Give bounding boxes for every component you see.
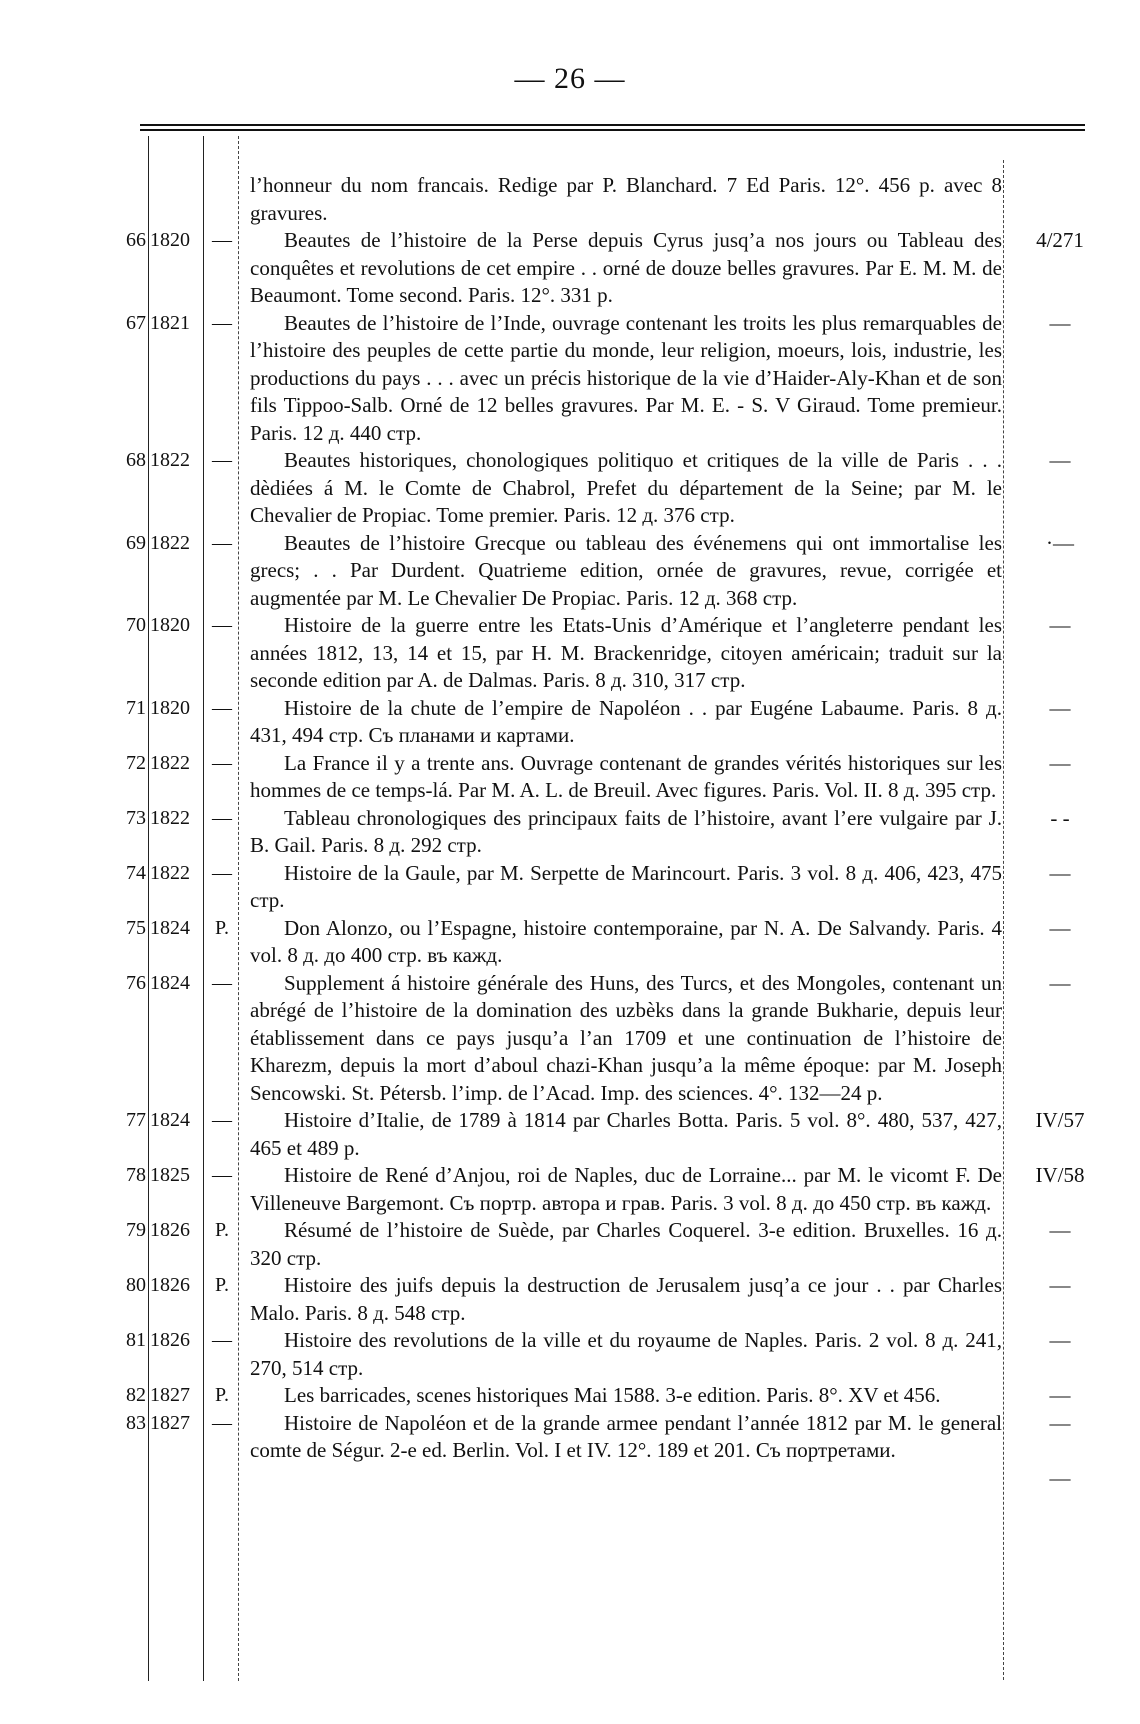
entry-description: Beautes de l’histoire de la Perse depuis Cyrus jusq’a nos jours ou Tableau des conquêtes et revolutions de cet empire . . orné de douze belles gravures. Par E. M. M. de Beaumont. Tome second. Paris. 12°. 331 p. bbox=[250, 228, 1002, 307]
entry-number: 70 bbox=[126, 614, 146, 636]
entry-number: 69 bbox=[126, 531, 146, 554]
entry-number: 68 bbox=[126, 449, 146, 471]
entry-mark: — bbox=[212, 229, 232, 251]
entry-description: Don Alonzo, ou l’Espagne, histoire contemporaine, par N. A. De Salvandy. Paris. 4 vol. 8 д. до 400 стр. въ кажд. bbox=[250, 915, 1002, 967]
entry-note: — bbox=[1049, 695, 1071, 720]
entry-description: La France il y a trente ans. Ouvrage contenant de grandes vérités historiques sur les hommes de ce temps-lá. Par M. A. L. de Breuil. Avec figures. Paris. Vol. II. 8 д. 395 стр. bbox=[250, 750, 1002, 802]
entry-description: Histoire de la Gaule, par M. Serpette de Marincourt. Paris. 3 vol. 8 д. 406, 423, 475 стр. bbox=[250, 860, 1002, 912]
entry-year: 1822 bbox=[150, 861, 190, 884]
entry-mark: P. bbox=[215, 1274, 229, 1296]
entry-description: Histoire de la guerre entre les Etats-Unis d’Amérique et l’angleterre pendant les années 1812, 13, 14 et 15, par H. M. Brackenridge, citoyen américain; traduit sur la seconde edition par A. de Dalmas. Paris. 8 д. 310, 317 стр. bbox=[250, 613, 1002, 692]
entry-number: 73 bbox=[126, 806, 146, 829]
entry-year: 1826 bbox=[150, 1219, 190, 1241]
entry-year: 1824 bbox=[150, 916, 190, 939]
entry-description: Beautes historiques, chonologiques politiquo et critiques de la ville de Paris . . . dèdiées á M. le Comte de Chabrol, Prefet du département de la Seine; par M. le Chevalier de Propiac. Tome premier. Paris. 12 д. 376 стр. bbox=[250, 448, 1002, 527]
entry-note: — bbox=[1049, 915, 1071, 940]
entry-year: 1820 bbox=[150, 229, 190, 251]
entry-description: Histoire de la chute de l’empire de Napoléon . . par Eugéne Labaume. Paris. 8 д. 431, 494 стр. Съ планами и картами. bbox=[250, 695, 1002, 747]
entry-mark: — bbox=[212, 1164, 232, 1186]
entry-note: - - bbox=[1050, 805, 1070, 830]
entry-note: 4/271 bbox=[1036, 228, 1084, 252]
entry-year: 1827 bbox=[150, 1411, 190, 1434]
entry-note: — bbox=[1049, 1273, 1071, 1297]
entry-description: Supplement á histoire générale des Huns, des Turcs, et des Mongoles, contenant un abrégé de l’histoire de la domination des uzbèks dans la grande Bukharie, depuis leur établissement dans ce pays jusqu’a l’an 1709 et une continuation de l’histoire de Kharezm, depuis la mort d’aboul chazi-Khan jusqu’a la même époque: par M. Joseph Sencowski. St. Pétersb. l’imp. de l’Acad. Imp. des sciences. 4°. 132—24 p. bbox=[250, 970, 1002, 1105]
entry-mark: — bbox=[212, 971, 232, 994]
entry-mark: — bbox=[212, 614, 232, 636]
entry-note: — bbox=[1049, 750, 1071, 775]
entry-note: — bbox=[1049, 613, 1071, 637]
entry-description: Histoire d’Italie, de 1789 à 1814 par Charles Botta. Paris. 5 vol. 8°. 480, 537, 427, 465 et 489 p. bbox=[250, 1108, 1002, 1160]
entry-description: l’honneur du nom francais. Redige par P. Blanchard. 7 Ed Paris. 12°. 456 p. avec 8 gravures. bbox=[250, 173, 1002, 225]
entry-year: 1822 bbox=[150, 806, 190, 829]
entry-number: 75 bbox=[126, 916, 146, 939]
entry-mark: — bbox=[212, 311, 232, 334]
entry-number: 71 bbox=[126, 696, 146, 719]
entry-note: — bbox=[1049, 310, 1071, 335]
entry-number: 78 bbox=[126, 1164, 146, 1186]
entry-note: — bbox=[1049, 1218, 1071, 1242]
entry-year: 1826 bbox=[150, 1274, 190, 1296]
entry-year: 1821 bbox=[150, 311, 190, 334]
entry-year: 1822 bbox=[150, 751, 190, 774]
entry-description: Les barricades, scenes historiques Mai 1588. 3-e edition. Paris. 8°. XV et 456. bbox=[284, 1383, 941, 1407]
entry-number: 80 bbox=[126, 1274, 146, 1296]
page-number: — 26 — bbox=[514, 62, 626, 95]
entry-mark: — bbox=[212, 861, 232, 884]
header-rule bbox=[140, 124, 1085, 126]
entry-mark: P. bbox=[215, 1219, 229, 1241]
entry-number: 82 bbox=[126, 1384, 146, 1406]
catalogue-entries bbox=[110, 172, 1110, 1490]
entry-year: 1826 bbox=[150, 1329, 190, 1351]
entry-mark: P. bbox=[215, 1384, 229, 1406]
entry-mark: — bbox=[212, 531, 232, 554]
entry-year: 1820 bbox=[150, 614, 190, 636]
entry-description: Histoire des juifs depuis la destruction de Jerusalem jusq’a ce jour . . par Charles Malo. Paris. 8 д. 548 стр. bbox=[250, 1273, 1002, 1325]
entry-year: 1824 bbox=[150, 971, 190, 994]
entry-note: — bbox=[1049, 860, 1071, 885]
entry-note: — bbox=[1049, 1383, 1071, 1407]
entry-number: 83 bbox=[126, 1411, 146, 1434]
entry-note: — bbox=[1049, 1328, 1071, 1352]
entry-note: — bbox=[1049, 970, 1071, 995]
entry-year: 1825 bbox=[150, 1164, 190, 1186]
entry-year: 1820 bbox=[150, 696, 190, 719]
entry-mark: — bbox=[212, 449, 232, 471]
entry-year: 1822 bbox=[150, 531, 190, 554]
catalogue-entry bbox=[110, 1410, 1110, 1490]
entry-description: Tableau chronologiques des principaux faits de l’histoire, avant l’ere vulgaire par J. B. Gail. Paris. 8 д. 292 стр. bbox=[250, 805, 1002, 857]
entry-description: Résumé de l’histoire de Suède, par Charles Coquerel. 3-e edition. Bruxelles. 16 д. 320 стр. bbox=[250, 1218, 1002, 1270]
entry-note: IV/57 bbox=[1035, 1108, 1085, 1132]
entry-note: — bbox=[1049, 1410, 1071, 1435]
header-rule bbox=[140, 129, 1085, 131]
entry-mark: — bbox=[212, 751, 232, 774]
entry-mark: — bbox=[212, 1109, 232, 1131]
entry-mark: — bbox=[212, 806, 232, 829]
entry-description: Beautes de l’histoire Grecque ou tableau des événemens qui ont immortalise les grecs; . . Par Durdent. Quatrieme edition, ornée de gravures, revue, corrigée et augmentée par M. Le Chevalier De Propiac. Paris. 12 д. 368 стр. bbox=[250, 530, 1002, 610]
entry-number: 74 bbox=[126, 861, 146, 884]
entry-number: 67 bbox=[126, 311, 146, 334]
entry-mark: — bbox=[212, 1411, 232, 1434]
entry-note: IV/58 bbox=[1035, 1163, 1085, 1187]
entry-year: 1827 bbox=[150, 1384, 190, 1406]
entry-number: 79 bbox=[126, 1219, 146, 1241]
entry-number: 72 bbox=[126, 751, 146, 774]
entry-number: 81 bbox=[126, 1329, 146, 1351]
entry-mark: — bbox=[212, 1329, 232, 1351]
entry-note: ·— bbox=[1046, 530, 1074, 555]
entry-mark: P. bbox=[215, 916, 229, 939]
entry-year: 1822 bbox=[150, 449, 190, 471]
entry-mark: — bbox=[212, 696, 232, 719]
catalogue-entry bbox=[110, 1382, 1110, 1435]
entry-description: Histoire de Napoléon et de la grande armee pendant l’année 1812 par M. le general comte de Ségur. 2-e ed. Berlin. Vol. I et IV. 12°. 189 et 201. Съ портретами. bbox=[250, 1410, 1002, 1462]
entry-description: Histoire de René d’Anjou, roi de Naples, duc de Lorraine... par M. le vicomt F. De Villeneuve Bargemont. Съ портр. автора и грав. Paris. 3 vol. 8 д. до 450 стр. въ кажд. bbox=[250, 1163, 1002, 1215]
entry-note: — bbox=[1049, 1465, 1071, 1490]
entry-description: Histoire des revolutions de la ville et du royaume de Naples. Paris. 2 vol. 8 д. 241, 270, 514 стр. bbox=[250, 1328, 1002, 1380]
entry-number: 77 bbox=[126, 1109, 146, 1131]
entry-number: 76 bbox=[126, 971, 146, 994]
entry-note: — bbox=[1049, 448, 1071, 472]
entry-description: Beautes de l’histoire de l’Inde, ouvrage contenant les troits les plus remarquables de l’histoire des peuples de cette partie du monde, leur religion, moeurs, lois, industrie, les productions du pays . . . avec un précis historique de la vie d’Haider-Aly-Khan et de son fils Tippoo-Salb. Orné de 12 belles gravures. Par M. E. - S. V Giraud. Tome premieur. Paris. 12 д. 440 стр. bbox=[250, 310, 1002, 445]
entry-year: 1824 bbox=[150, 1109, 190, 1131]
entry-number: 66 bbox=[126, 229, 146, 251]
